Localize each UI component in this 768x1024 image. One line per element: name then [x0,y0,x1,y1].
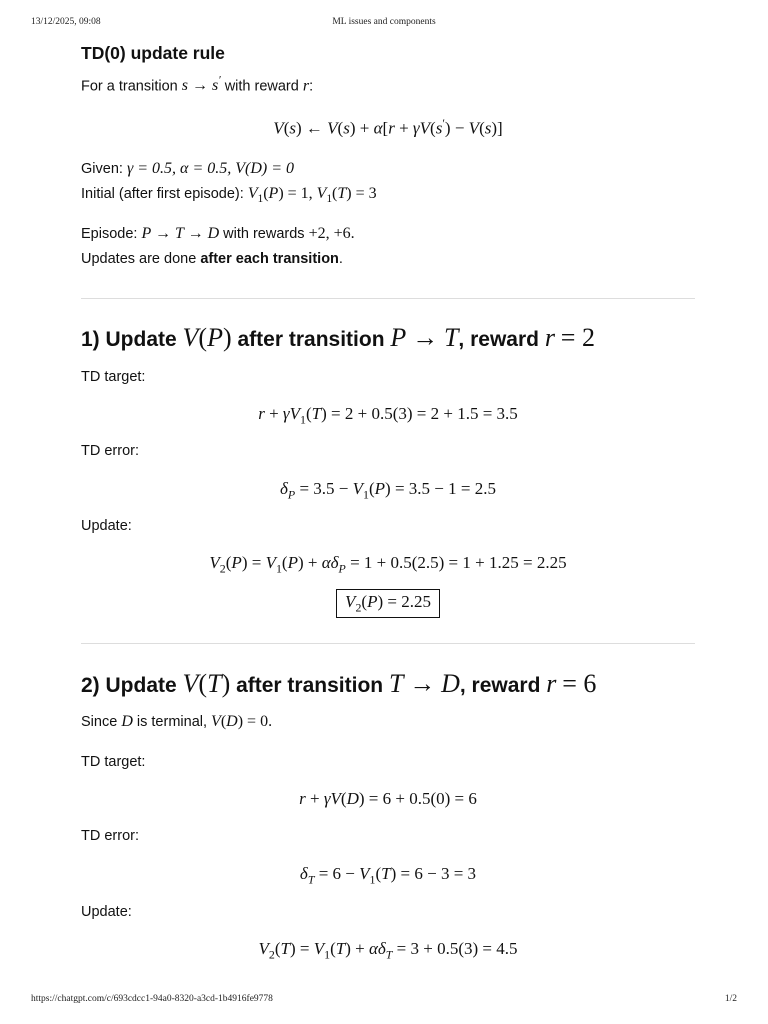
print-title: ML issues and components [332,17,436,27]
pdf-print-footer [0,994,768,1008]
section1-update-equation: $V_2(P) = V_1(P) + \alpha\delta_P = 1 + 0.5(2.5) = 1 + 1.25 = 2.25$ [209,553,567,576]
section-divider [81,643,695,644]
print-datetime: 13/12/2025, 09:08 [31,17,101,27]
section2-td-target-label: TD target: [81,754,146,770]
section2-heading: 2) Update V(T) after transition T → D, reward r = 6 [81,669,597,698]
given-line: Given: γ = 0.5, α = 0.5, V(D) = 0 [81,160,295,177]
boxed-result: $V_2(P) = 2.25$ [336,589,440,618]
section2-update-label: Update: [81,904,132,920]
section1-td-target-equation: $r + \gamma V_1(T) = 2 + 0.5(3) = 2 + 1.5 = 3.5$ [258,404,518,427]
section2-update-equation: $V_2(T) = V_1(T) + \alpha\delta_T = 3 + 0.5(3) = 4.5$ [258,939,518,962]
heading-td0-rule: TD(0) update rule [81,43,225,63]
episode-line: Episode: P → T → D with rewards +2, +6. [81,225,355,242]
section1-update-label: Update: [81,518,132,534]
pdf-print-header [0,17,768,31]
section1-td-error-label: TD error: [81,443,139,459]
td-update-equation: V(s) ← V(s) + α[r + γV(s′) − V(s)] [273,116,503,138]
section-divider [81,298,695,299]
transition-math: s → s′ [181,75,221,95]
section1-td-error-equation: $\delta_P = 3.5 - V_1(P) = 3.5 - 1 = 2.5$ [280,479,496,502]
updates-note: Updates are done after each transition. [81,251,343,267]
section1-boxed-result [81,589,695,618]
print-url: https://chatgpt.com/c/693cdcc1-94a0-8320-a3cd-1b4916fe9778 [31,994,273,1004]
initial-line: Initial (after first episode): $V_1(P) = 1$, $V_1(T) = 3$ [81,185,377,206]
section2-td-target-equation: r + γV(D) = 6 + 0.5(0) = 6 [299,789,477,808]
section2-td-error-label: TD error: [81,828,139,844]
section1-td-target-label: TD target: [81,369,146,385]
terminal-note: Since D is terminal, V(D) = 0. [81,713,273,730]
section1-heading: 1) Update V(P) after transition P → T, reward r = 2 [81,323,595,352]
transition-line: For a transition s → s′ with reward r: [81,75,314,95]
print-page-number: 1/2 [724,994,737,1004]
section2-td-error-equation: $\delta_T = 6 - V_1(T) = 6 - 3 = 3$ [299,864,477,887]
